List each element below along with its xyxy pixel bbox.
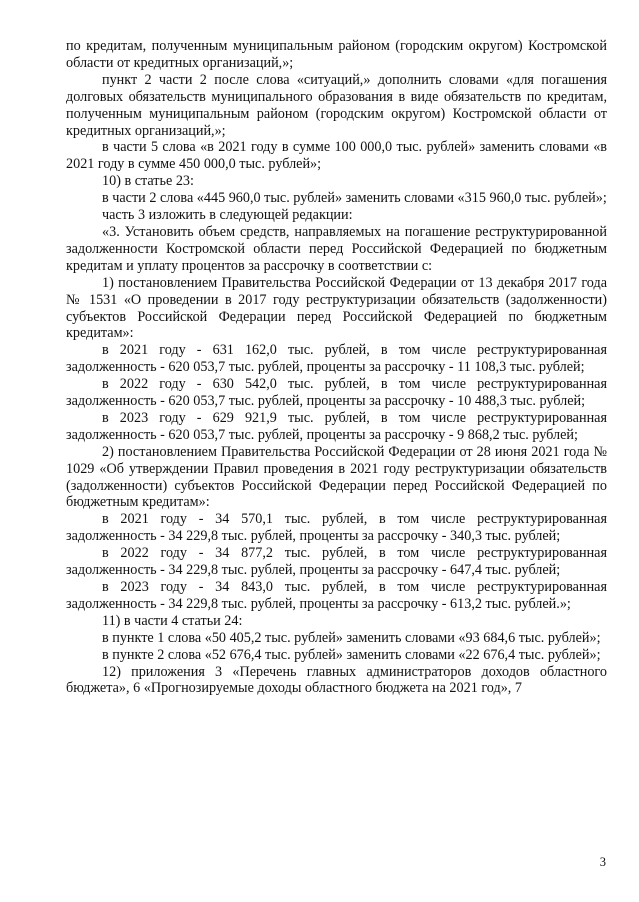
paragraph-point-2: в пункте 2 слова «52 676,4 тыс. рублей» заменить словами «22 676,4 тыс. рублей»; (102, 646, 601, 663)
paragraph-part-5: в части 5 слова «в 2021 году в сумме 100 000,0 тыс. рублей» заменить словами «в 2021 году в сумме 450 000,0 тыс. рублей»; (66, 139, 607, 173)
page-number: 3 (599, 855, 606, 869)
paragraph-part-3-text: «3. Установить объем средств, направляемых на погашение реструктурированной задолженности Костромской области перед Российской Федерацией по бюджетным кредитам и уплату процентов за рассрочку в соответствии с: (66, 223, 607, 274)
paragraph-2022-1531: в 2022 году - 630 542,0 тыс. рублей, в том числе реструктурированная задолженность - 620 053,7 тыс. рублей, проценты за рассрочку - 10 488,3 тыс. рублей; (66, 376, 607, 410)
paragraph-item-10: 10) в статье 23: (102, 173, 194, 190)
paragraph-decree-1531: 1) постановлением Правительства Российской Федерации от 13 декабря 2017 года № 1531 «О проведении в 2017 году реструктуризации обязательств (задолженности) субъектов Российской Федерации перед Российской Федерацией по бюджетным кредитам»: (66, 274, 607, 342)
paragraph-2021-1531: в 2021 году - 631 162,0 тыс. рублей, в том числе реструктурированная задолженность - 620 053,7 тыс. рублей, проценты за рассрочку - 11 108,3 тыс. рублей; (66, 342, 607, 376)
paragraph-point-2-part-2: пункт 2 части 2 после слова «ситуаций,» дополнить словами «для погашения долговых обязательств муниципального образования в виде обязательств по кредитам, полученным муниципальным районом (городским округом) Костромской области от кредитных организаций,»; (66, 71, 607, 139)
paragraph-2023-1531: в 2023 году - 629 921,9 тыс. рублей, в том числе реструктурированная задолженность - 620 053,7 тыс. рублей, проценты за рассрочку - 9 868,2 тыс. рублей; (66, 409, 607, 443)
paragraph-part-2-article-23: в части 2 слова «445 960,0 тыс. рублей» заменить словами «315 960,0 тыс. рублей»; (102, 190, 607, 207)
paragraph-2021-1029: в 2021 году - 34 570,1 тыс. рублей, в том числе реструктурированная задолженность - 34 229,8 тыс. рублей, проценты за рассрочку - 340,3 тыс. рублей; (66, 511, 607, 545)
paragraph-2022-1029: в 2022 году - 34 877,2 тыс. рублей, в том числе реструктурированная задолженность - 34 229,8 тыс. рублей, проценты за рассрочку - 647,4 тыс. рублей; (66, 545, 607, 579)
paragraph-point-1: в пункте 1 слова «50 405,2 тыс. рублей» заменить словами «93 684,6 тыс. рублей»; (102, 629, 601, 646)
paragraph-decree-1029: 2) постановлением Правительства Российской Федерации от 28 июня 2021 года № 1029 «Об утверждении Правил проведения в 2021 году реструктуризации обязательств (задолженности) субъектов Российской Федерации перед Российской Федерацией по бюджетным кредитам»: (66, 443, 607, 511)
paragraph-2023-1029: в 2023 году - 34 843,0 тыс. рублей, в том числе реструктурированная задолженность - 34 229,8 тыс. рублей, проценты за рассрочку - 613,2 тыс. рублей.»; (66, 579, 607, 612)
paragraph-item-12: 12) приложения 3 «Перечень главных администраторов доходов областного бюджета», 6 «Прогнозируемые доходы областного бюджета на 2021 год», 7 (66, 663, 607, 697)
paragraph-part-3-intro: часть 3 изложить в следующей редакции: (102, 207, 353, 224)
paragraph-item-11: 11) в части 4 статьи 24: (102, 612, 243, 629)
paragraph-credit-note: по кредитам, полученным муниципальным районом (городским округом) Костромской области от кредитных организаций,»; (66, 38, 607, 71)
